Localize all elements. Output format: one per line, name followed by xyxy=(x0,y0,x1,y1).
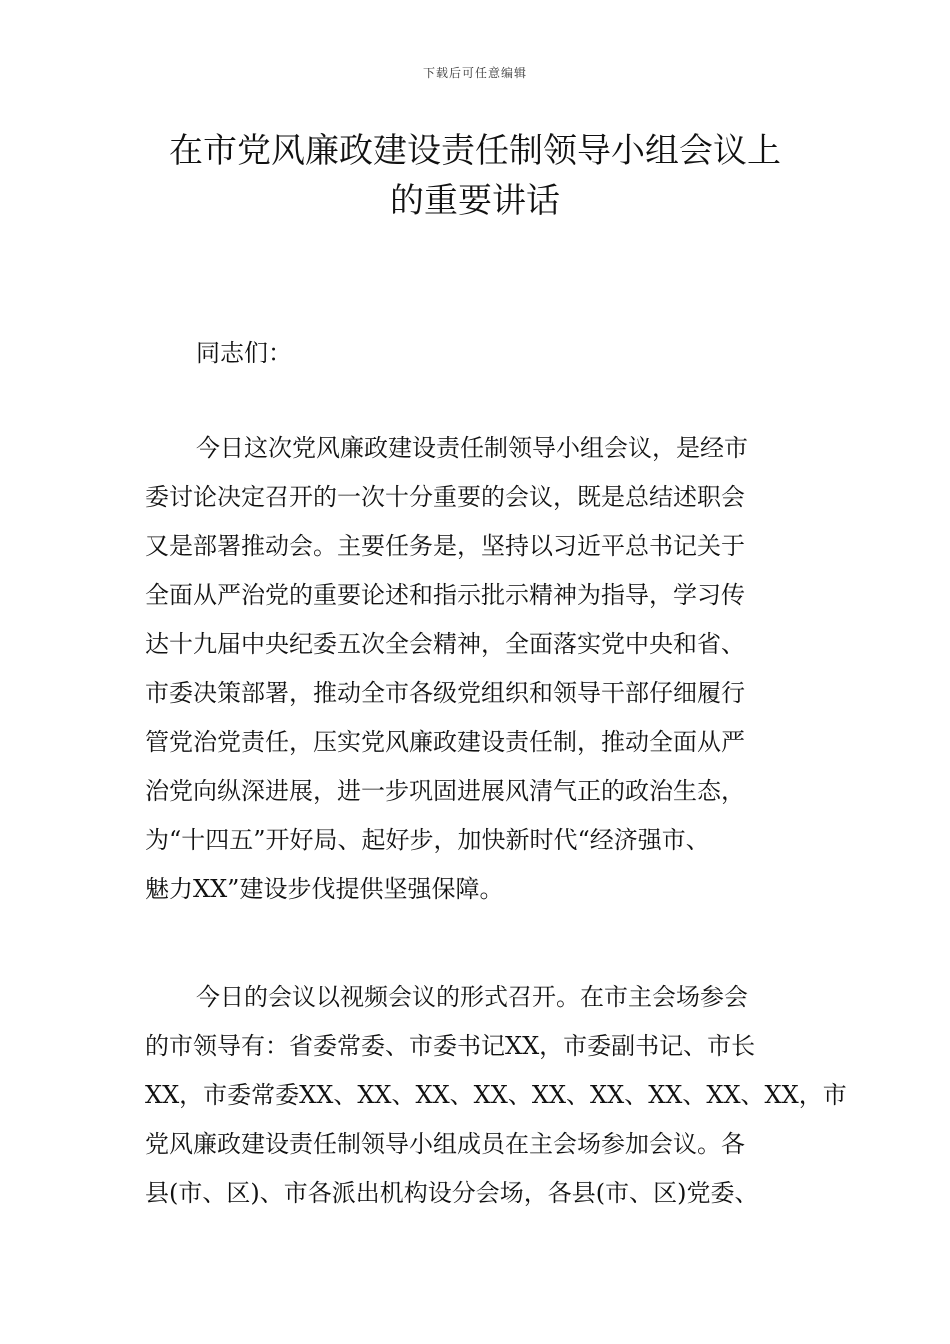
paragraph-line: 魅力XX”建设步伐提供坚强保障。 xyxy=(145,875,504,903)
paragraph-line: 委讨论决定召开的一次十分重要的会议，既是总结述职会 xyxy=(145,483,745,511)
paragraph-line: XX，市委常委XX、XX、XX、XX、XX、XX、XX、XX、XX，市 xyxy=(145,1081,847,1109)
paragraph-line: 治党向纵深进展，进一步巩固进展风清气正的政治生态， xyxy=(145,777,745,805)
paragraph-line: 今日这次党风廉政建设责任制领导小组会议，是经市 xyxy=(196,434,748,462)
paragraph-line: 党风廉政建设责任制领导小组成员在主会场参加会议。各 xyxy=(145,1130,745,1158)
paragraph-line: 又是部署推动会。主要任务是，坚持以习近平总书记关于 xyxy=(145,532,745,560)
title-line-1: 在市党风廉政建设责任制领导小组会议上 xyxy=(169,131,781,171)
header-note: 下载后可任意编辑 xyxy=(422,66,527,80)
paragraph-line: 管党治党责任，压实党风廉政建设责任制，推动全面从严 xyxy=(145,728,745,756)
page-title xyxy=(120,126,830,226)
paragraph-line: 的市领导有：省委常委、市委书记XX，市委副书记、市长 xyxy=(145,1032,756,1060)
paragraph-1 xyxy=(145,424,835,914)
title-line-2: 的重要讲话 xyxy=(390,181,560,221)
paragraph-line: 全面从严治党的重要论述和指示批示精神为指导，学习传 xyxy=(145,581,745,609)
paragraph-line: 县(市、区)、市各派出机构设分会场，各县(市、区)党委、 xyxy=(145,1179,759,1207)
paragraph-line: 今日的会议以视频会议的形式召开。在市主会场参会 xyxy=(196,983,748,1011)
paragraph-2 xyxy=(145,973,847,1218)
paragraph-line: 市委决策部署，推动全市各级党组织和领导干部仔细履行 xyxy=(145,679,745,707)
paragraph-line: 为“十四五”开好局、起好步，加快新时代“经济强市、 xyxy=(145,826,710,854)
paragraph-line: 达十九届中央纪委五次全会精神，全面落实党中央和省、 xyxy=(145,630,745,658)
salutation: 同志们： xyxy=(196,339,292,367)
